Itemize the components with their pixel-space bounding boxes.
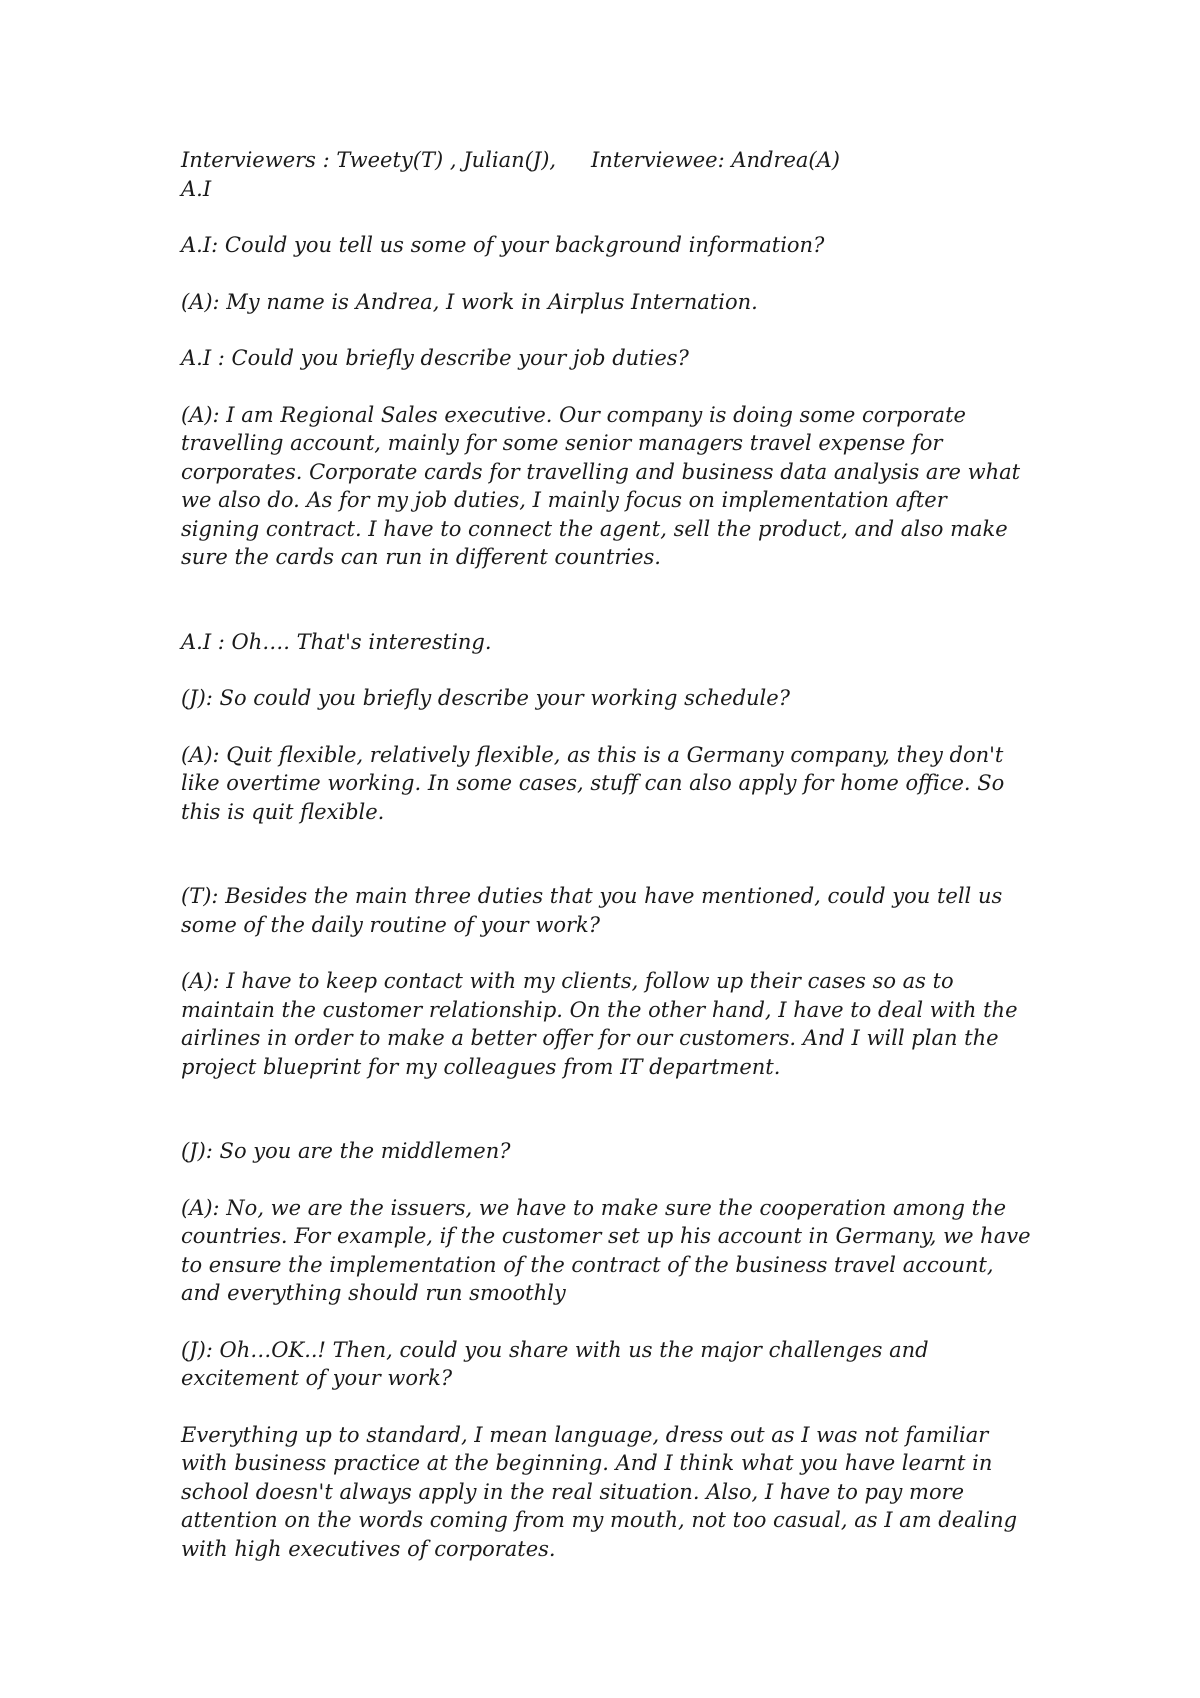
- interview-transcript: [181, 146, 1031, 1563]
- paragraph-andrea-name: (A): My name is Andrea, I work in Airplus Internation.: [181, 289, 758, 314]
- paragraph-ai-job-duties-question: A.I : Could you briefly describe your job duties?: [181, 346, 689, 370]
- paragraph-ai-background-question: A.I: Could you tell us some of your background information?: [181, 233, 825, 257]
- paragraph-julian-middlemen-question: (J): So you are the middlemen?: [181, 1139, 511, 1163]
- paragraph-julian-schedule-question: (J): So could you briefly describe your working schedule?: [181, 686, 790, 710]
- paragraph-tweety-routine-question: (T): Besides the main three duties that you have mentioned, could you tell us some of the daily routine of your work?: [181, 884, 1003, 937]
- paragraph-andrea-schedule: (A): Quit flexible, relatively flexible, as this is a Germany company, they don't like overtime working. In some cases, stuff can also apply for home office. So this is quit flexible.: [181, 742, 1005, 824]
- paragraph-julian-challenges-question: (J): Oh…OK..! Then, could you share with us the major challenges and excitement of your work?: [181, 1337, 929, 1390]
- paragraph-andrea-job-duties: (A): I am Regional Sales executive. Our company is doing some corporate travelling account, mainly for some senior managers travel expense for corporates. Corporate cards for travelling and business data analysis are what we also do. As for my job duties, I mainly focus on implementation after signing contract. I have to connect the agent, sell the product, and also make sure the cards can run in different countries.: [181, 402, 1021, 569]
- paragraph-andrea-routine: (A): I have to keep contact with my clients, follow up their cases so as to maintain the customer relationship. On the other hand, I have to deal with the airlines in order to make a better offer for our customers. And I will plan the project blueprint for my colleagues from IT department.: [181, 969, 1018, 1079]
- interviewee-line: Interviewee: Andrea(A): [591, 148, 840, 172]
- paragraph-andrea-issuers: (A): No, we are the issuers, we have to make sure the cooperation among the countries. For example, if the customer set up his account in Germany, we have to ensure the implementation of the contract of the business travel account, and everything should run smoothly: [181, 1195, 1031, 1305]
- paragraph-challenges-answer: Everything up to standard, I mean language, dress out as I was not familiar with business practice at the beginning. And I think what you have learnt in school doesn't always apply in the real situation. Also, I have to pay more attention on the words coming from my mouth, not too casual, as I am dealing with high executives of corporates.: [181, 1422, 1018, 1561]
- paragraph-ai-interesting: A.I : Oh…. That's interesting.: [181, 629, 492, 654]
- transcript-header: [181, 146, 1031, 203]
- interviewers-line: Interviewers : Tweety(T) , Julian(J), A.I: [181, 148, 557, 201]
